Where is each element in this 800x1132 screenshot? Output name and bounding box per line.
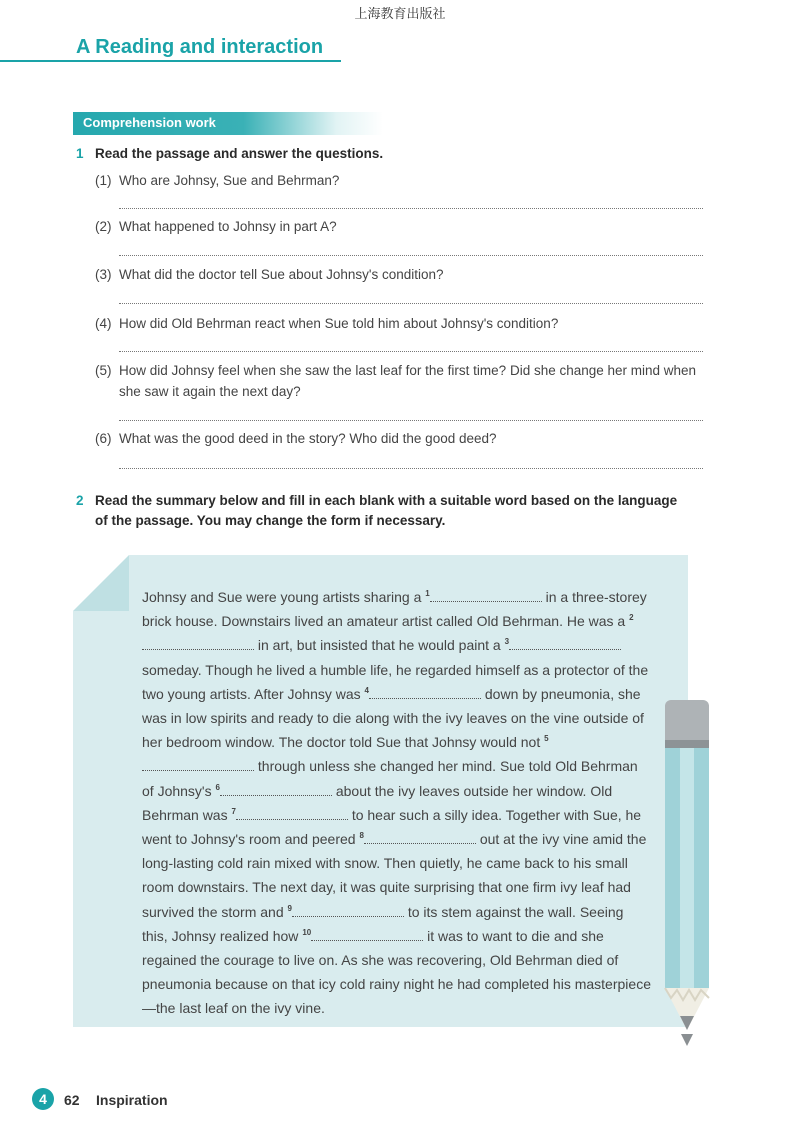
- blank-3[interactable]: [509, 635, 621, 650]
- question-text: What did the doctor tell Sue about Johnsy's condition?: [119, 267, 444, 282]
- answer-line-6[interactable]: [119, 468, 703, 469]
- summary-segment: in a three-storey brick house. Downstairs lived an amateur artist called Old Behrman. He was a: [142, 589, 647, 630]
- comprehension-work-banner: [73, 112, 383, 135]
- blank-8[interactable]: [364, 829, 476, 844]
- question-text: What happened to Johnsy in part A?: [119, 219, 337, 234]
- publisher-name: 上海教育出版社: [354, 7, 446, 22]
- blank-6[interactable]: [220, 781, 332, 796]
- section-title: A Reading and interaction: [76, 36, 324, 58]
- summary-segment: through unless she changed her mind. Sue told Old Behrman of Johnsy's: [142, 758, 638, 799]
- summary-segment: to its stem against the wall. Seeing this, Johnsy realized how: [142, 903, 624, 944]
- question-number: (6): [95, 431, 112, 446]
- answer-line-1[interactable]: [119, 208, 703, 209]
- task-1-number: 1: [76, 146, 84, 161]
- blank-number: 5: [544, 734, 549, 744]
- question-number: (3): [95, 267, 112, 282]
- blank-number: 7: [231, 806, 236, 816]
- question-number: (4): [95, 316, 112, 331]
- answer-line-2[interactable]: [119, 255, 703, 256]
- blank-number: 1: [425, 589, 430, 598]
- blank-7[interactable]: [236, 805, 348, 820]
- blank-10[interactable]: [311, 926, 423, 941]
- blank-number: 3: [504, 637, 510, 647]
- book-title: Inspiration: [96, 1092, 168, 1108]
- summary-segment: down by pneumonia, she was in low spirits and ready to die along with the ivy leaves on the vine outside of her bedroom window. The doctor told Sue that Johnsy would not: [142, 685, 644, 751]
- summary-segment: it was to want to die and she regained the courage to live on. As she was recovering, Old Behrman died of pneumonia because on that icy cold rainy night he had completed his masterpiece—the last leaf on the ivy vine.: [142, 927, 651, 1017]
- question-3: [95, 264, 715, 285]
- summary-segment: to hear such a silly idea. Together with Sue, he went to Johnsy's room and peered: [142, 806, 642, 848]
- blank-number: 10: [302, 927, 312, 937]
- answer-line-5[interactable]: [119, 420, 703, 421]
- question-1: [95, 170, 715, 191]
- pencil-icon: [663, 700, 711, 1050]
- blank-4[interactable]: [369, 684, 481, 699]
- blank-number: 4: [364, 685, 369, 695]
- section-title-underline: [0, 60, 341, 62]
- summary-segment: someday. Though he lived a humble life, he regarded himself as a protector of the two young artists. After Johnsy was: [142, 661, 649, 702]
- question-text: How did Johnsy feel when she saw the last leaf for the first time? Did she change her mind when she saw it again the next day?: [119, 363, 697, 399]
- question-5: [95, 360, 715, 402]
- question-text: What was the good deed in the story? Who did the good deed?: [119, 431, 497, 446]
- blank-5[interactable]: [142, 756, 254, 771]
- comprehension-work-label: Comprehension work: [83, 115, 216, 130]
- blank-number: 9: [287, 903, 292, 913]
- task-2-instruction: Read the summary below and fill in each blank with a suitable word based on the language of the passage. You may change the form if necessary.: [95, 493, 678, 528]
- question-number: (5): [95, 363, 112, 378]
- blank-1[interactable]: [430, 587, 542, 602]
- blank-9[interactable]: [292, 902, 404, 917]
- page-fold-corner: [73, 555, 129, 611]
- summary-text: [142, 585, 652, 1021]
- question-4: [95, 313, 715, 334]
- task-1-instruction: Read the passage and answer the questions.: [95, 146, 384, 161]
- page-number: 62: [64, 1092, 80, 1108]
- answer-line-3[interactable]: [119, 303, 703, 304]
- summary-segment: about the ivy leaves outside her window. Old Behrman was: [142, 782, 613, 823]
- blank-number: 8: [359, 831, 364, 841]
- question-6: [95, 428, 715, 449]
- question-number: (2): [95, 219, 112, 234]
- blank-number: 2: [629, 613, 634, 623]
- summary-segment: Johnsy and Sue were young artists sharing a: [142, 589, 422, 605]
- unit-badge: 4: [32, 1088, 54, 1110]
- task-2-number: 2: [76, 493, 84, 508]
- blank-number: 6: [215, 782, 220, 792]
- answer-line-4[interactable]: [119, 351, 703, 352]
- summary-segment: in art, but insisted that he would paint a: [257, 637, 501, 654]
- question-2: [95, 216, 715, 237]
- blank-2[interactable]: [142, 635, 254, 650]
- question-text: How did Old Behrman react when Sue told him about Johnsy's condition?: [119, 316, 559, 331]
- summary-segment: out at the ivy vine amid the long-lasting cold rain mixed with snow. Then quietly, he came back to his small room downstairs. The next day, it was quite surprising that one firm ivy leaf had survived the storm and: [142, 831, 647, 920]
- question-number: (1): [95, 173, 112, 188]
- question-text: Who are Johnsy, Sue and Behrman?: [119, 173, 340, 188]
